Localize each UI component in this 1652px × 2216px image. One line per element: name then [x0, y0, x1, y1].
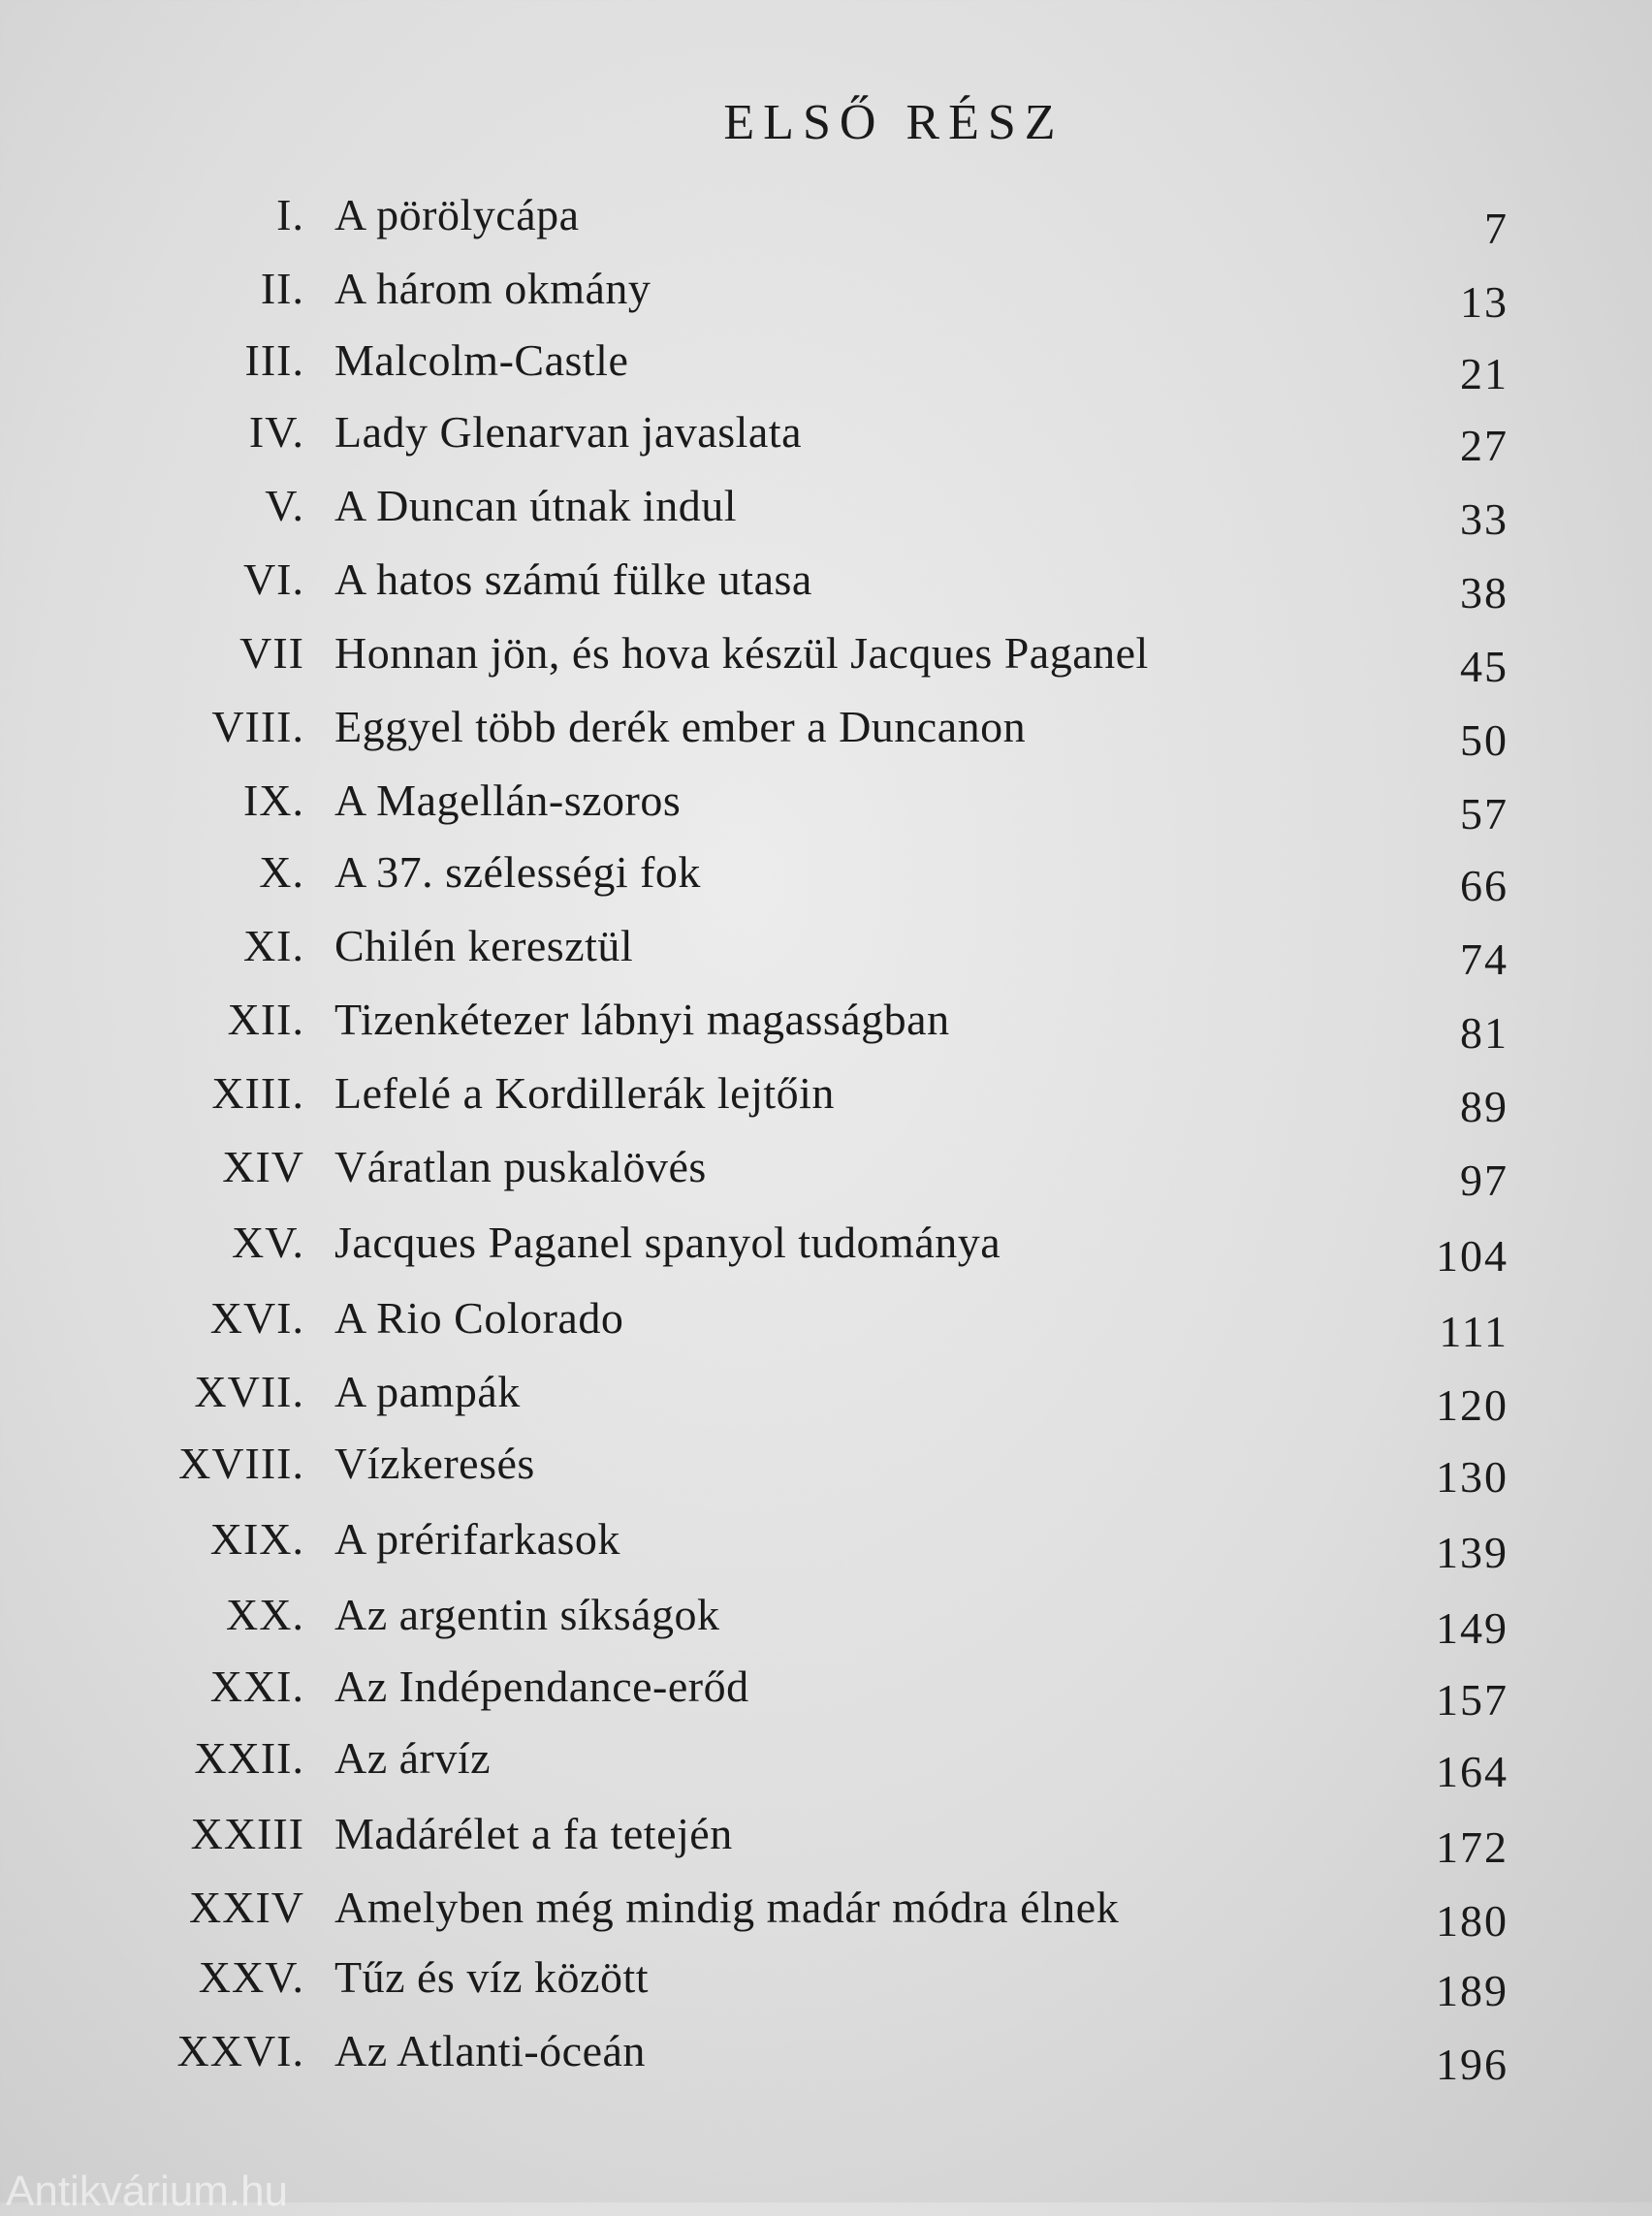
page-number: 21: [1460, 349, 1509, 398]
chapter-title: Malcolm-Castle: [334, 335, 629, 385]
chapter-number: I.: [276, 190, 304, 239]
chapter-title: A pampák: [334, 1367, 521, 1416]
chapter-number: XXV.: [198, 1952, 304, 2002]
chapter-number: XIV: [222, 1142, 304, 1191]
toc-entry: [0, 1132, 1652, 1205]
toc-entry: [0, 1873, 1652, 1946]
chapter-number: XXIII: [190, 1809, 304, 1858]
chapter-title: A pörölycápa: [334, 190, 580, 239]
chapter-number: VII: [239, 628, 304, 678]
page-number: 149: [1436, 1603, 1509, 1653]
toc-entry: [0, 985, 1652, 1058]
chapter-title: Honnan jön, és hova készül Jacques Paganel: [334, 628, 1149, 678]
toc-entry: [0, 471, 1652, 544]
toc-entry: [0, 1580, 1652, 1653]
chapter-title: A Rio Colorado: [334, 1293, 624, 1343]
page-number: 50: [1460, 715, 1509, 765]
page-number: 66: [1460, 861, 1509, 910]
section-heading: ELSŐ RÉSZ: [723, 94, 1064, 150]
page-number: 130: [1436, 1452, 1509, 1502]
chapter-title: Az Indépendance-erőd: [334, 1662, 749, 1711]
page-number: 27: [1460, 421, 1509, 470]
chapter-title: Az argentin síkságok: [334, 1590, 720, 1639]
page-number: 139: [1436, 1528, 1509, 1577]
toc-entry: [0, 618, 1652, 691]
page-number: 38: [1460, 568, 1509, 617]
page-number: 89: [1460, 1082, 1509, 1131]
toc-entry: [0, 180, 1652, 253]
page-number: 172: [1436, 1822, 1509, 1872]
chapter-number: X.: [259, 847, 304, 897]
toc-entry: [0, 911, 1652, 984]
chapter-number: XXIV: [189, 1883, 304, 1932]
page-number: 111: [1439, 1307, 1509, 1356]
chapter-number: II.: [260, 264, 304, 313]
page-number: 97: [1460, 1155, 1509, 1205]
toc-entry: [0, 397, 1652, 470]
page-number: 33: [1460, 494, 1509, 544]
toc-entry: [0, 1943, 1652, 2015]
toc-entry: [0, 1208, 1652, 1281]
page-number: 104: [1436, 1231, 1509, 1281]
chapter-number: VIII.: [211, 702, 304, 751]
chapter-title: Jacques Paganel spanyol tudománya: [334, 1218, 1001, 1267]
page-number: 196: [1436, 2040, 1509, 2089]
chapter-title: Váratlan puskalövés: [334, 1142, 707, 1191]
toc-entry: [0, 254, 1652, 327]
toc-entry: [0, 1652, 1652, 1725]
chapter-title: Amelyben még mindig madár módra élnek: [334, 1883, 1120, 1932]
chapter-number: XIX.: [209, 1514, 304, 1564]
toc-entry: [0, 1799, 1652, 1872]
toc-entry: [0, 1283, 1652, 1356]
chapter-number: V.: [265, 481, 304, 530]
chapter-number: IX.: [242, 776, 304, 825]
toc-entry: [0, 1724, 1652, 1796]
page-number: 180: [1436, 1896, 1509, 1946]
chapter-title: A Magellán-szoros: [334, 776, 682, 825]
page-number: 13: [1460, 277, 1509, 327]
toc-entry: [0, 692, 1652, 765]
chapter-title: Tűz és víz között: [334, 1952, 650, 2002]
chapter-title: Vízkeresés: [334, 1439, 535, 1488]
toc-entry: [0, 1357, 1652, 1430]
chapter-title: A prérifarkasok: [334, 1514, 620, 1564]
toc-entry: [0, 838, 1652, 910]
chapter-number: VI.: [242, 554, 304, 604]
chapter-title: Az árvíz: [334, 1733, 492, 1783]
chapter-number: XVII.: [194, 1367, 304, 1416]
chapter-number: XXVI.: [176, 2026, 304, 2075]
chapter-number: XI.: [242, 921, 304, 970]
chapter-number: XIII.: [211, 1068, 304, 1118]
watermark: Antikvárium.hu: [6, 2168, 289, 2215]
chapter-number: XV.: [231, 1218, 304, 1267]
chapter-title: A 37. szélességi fok: [334, 847, 701, 897]
chapter-title: Lady Glenarvan javaslata: [334, 407, 802, 457]
toc-entry: [0, 2016, 1652, 2089]
page-number: 74: [1460, 934, 1509, 984]
toc-entry: [0, 545, 1652, 615]
chapter-title: Eggyel több derék ember a Duncanon: [334, 702, 1027, 751]
chapter-number: XX.: [226, 1590, 304, 1639]
toc-entry: [0, 1504, 1652, 1577]
page-number: 164: [1436, 1747, 1509, 1796]
chapter-title: A három okmány: [334, 264, 651, 313]
chapter-title: A hatos számú fülke utasa: [334, 554, 812, 604]
chapter-number: XII.: [227, 995, 304, 1044]
toc-entry: [0, 766, 1652, 839]
chapter-title: Lefelé a Kordillerák lejtőin: [334, 1068, 835, 1118]
toc-entry: [0, 326, 1652, 396]
chapter-title: Az Atlanti-óceán: [334, 2026, 646, 2075]
chapter-title: Madárélet a fa tetején: [334, 1809, 733, 1858]
chapter-number: XXI.: [209, 1662, 304, 1711]
chapter-number: XVI.: [209, 1293, 304, 1343]
page-number: 57: [1460, 789, 1509, 839]
page-number: 157: [1436, 1675, 1509, 1725]
chapter-title: A Duncan útnak indul: [334, 481, 737, 530]
chapter-number: XXII.: [194, 1733, 304, 1783]
page-number: 45: [1460, 642, 1509, 691]
chapter-number: III.: [244, 335, 304, 385]
chapter-number: IV.: [248, 407, 304, 457]
page-number: 81: [1460, 1008, 1509, 1058]
chapter-title: Tizenkétezer lábnyi magasságban: [334, 995, 950, 1044]
toc-entry: [0, 1429, 1652, 1502]
page-number: 7: [1484, 204, 1509, 253]
toc-entry: [0, 1059, 1652, 1131]
chapter-number: XVIII.: [178, 1439, 304, 1488]
page-number: 189: [1436, 1966, 1509, 2015]
page-number: 120: [1436, 1380, 1509, 1430]
chapter-title: Chilén keresztül: [334, 921, 634, 970]
